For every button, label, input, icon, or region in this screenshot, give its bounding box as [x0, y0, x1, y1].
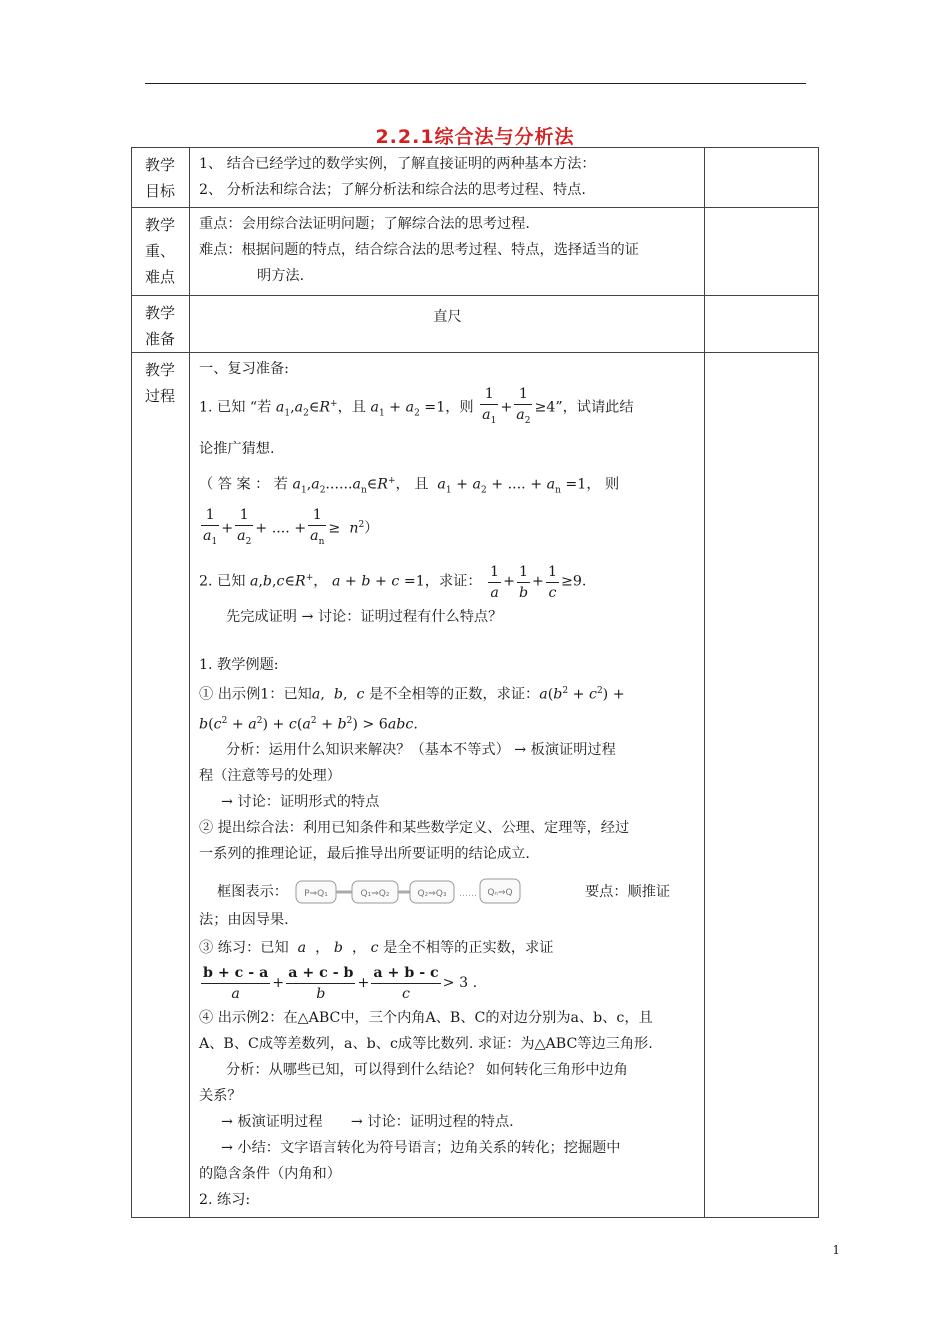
label-process: 教学过程	[145, 361, 176, 405]
example-2-analysis-cont: 关系？	[199, 1088, 242, 1105]
goals-content	[190, 148, 704, 207]
notes-cell	[705, 296, 819, 353]
flow-diagram-line: 框图表示： P⇒Q₁ Q₁⇒Q₂ Q₂⇒Q₃ …… Qₙ⇒Q 要点：顺推证	[199, 877, 696, 907]
difficulty-text: 难点：根据问题的特点，结合综合法的思考过程、特点，选择适当的证	[199, 242, 639, 258]
keypoints-content	[190, 208, 704, 293]
focus-text: 重点：会用综合法证明问题；了解综合法的思考过程.	[199, 216, 530, 232]
row-keypoints	[132, 208, 819, 296]
example-1-formula: $b(c^2 + a^2) + c(a^2 + b^2) > 6abc$.	[199, 715, 418, 733]
header-rule	[145, 83, 806, 84]
page-title: 2.2.1综合法与分析法	[375, 126, 575, 148]
flow-box	[480, 879, 520, 903]
label-goals: 教学目标	[145, 156, 176, 200]
example-2-line-2: A、B、C成等差数列，a、b、c成等比数列. 求证：为△ABC等边三角形.	[199, 1036, 653, 1053]
svg-text:P⇒Q₁: P⇒Q₁	[304, 889, 329, 900]
svg-text:Q₂⇒Q₃: Q₂⇒Q₃	[418, 889, 447, 900]
flow-box	[410, 881, 454, 903]
example-2-line-1: ④ 出示例2：在△ABC中，三个内角A、B、C的对边分别为a、b、c，且	[199, 1010, 653, 1027]
example-1-discussion: → 讨论：证明形式的特点	[221, 794, 380, 811]
notes-cell	[705, 353, 819, 1218]
svg-text:Q₁⇒Q₂: Q₁⇒Q₂	[361, 889, 390, 900]
svg-text:Qₙ⇒Q: Qₙ⇒Q	[487, 888, 514, 899]
flow-key-cont: 法；由因导果.	[199, 912, 289, 929]
example-2-analysis: 分析：从哪些已知，可以得到什么结论？ 如何转化三角形中边角	[226, 1062, 628, 1079]
flow-box	[352, 881, 398, 903]
exercise-3-formula: $\frac{b + c - a}{a}$ + $\frac{a + c - b}{b}$ + $\frac{a + b - c}{c}$ > 3 .	[203, 964, 478, 1002]
question-1: 1. 已知 “若 $a_1,a_2\in R^+$，且 $a_1 + a_2 =1$，则 $\frac{1}{a_1}$ + $\frac{1}{a_2}$ ≥4”，试请此结	[199, 386, 634, 427]
flow-dots: ……	[459, 889, 478, 900]
goal-item: 1、 结合已经学过的数学实例，了解直接证明的两种基本方法：	[199, 156, 596, 172]
example-1-analysis-cont: 程（注意等号的处理）	[199, 768, 341, 785]
summary-line-1: → 小结：文字语言转化为符号语言；边角关系的转化；挖掘题中	[221, 1140, 621, 1157]
flow-diagram	[294, 877, 522, 907]
label-keypoints: 教学重、难点	[145, 216, 176, 286]
example-1: ① 出示例1：已知a, b, c 是不全相等的正数，求证：$a(b^2 + c^2)$ +	[199, 686, 625, 703]
goal-item: 2、 分析法和综合法；了解分析法和综合法的思考过程、特点.	[199, 182, 586, 198]
difficulty-text-cont: 明方法.	[257, 268, 305, 284]
notes-cell	[705, 208, 819, 296]
exercise-3: ③ 练习：已知 a ， b ， c 是全不相等的正实数，求证	[199, 940, 554, 957]
row-process	[132, 353, 819, 1218]
examples-heading: 1. 教学例题:	[199, 657, 279, 673]
example-1-analysis: 分析：运用什么知识来解决？（基本不等式） → 板演证明过程	[226, 742, 616, 759]
example-2-board: → 板演证明过程 → 讨论：证明过程的特点.	[221, 1114, 514, 1131]
row-goals	[132, 148, 819, 208]
lesson-plan-table	[131, 147, 819, 1218]
label-prep: 教学准备	[145, 304, 176, 348]
row-prep	[132, 296, 819, 353]
summary-line-2: 的隐含条件（内角和）	[199, 1166, 341, 1183]
prep-content: 直尺	[433, 309, 462, 325]
synthesis-line-2: 一系列的推理论证，最后推导出所要证明的结论成立.	[199, 846, 530, 863]
notes-cell	[705, 148, 819, 208]
process-content	[190, 353, 704, 1217]
question-2: 2. 已知 a,b,c∈R+， a + b + c =1，求证： $\frac{1}{a}$ + $\frac{1}{b}$ + $\frac{1}{c}$ ≥9.	[199, 563, 587, 601]
answer-formula: $\frac{1}{a_1}$ + $\frac{1}{a_2}$ + .... + $\frac{1}{a_n}$ ≥ $n^2$）	[203, 507, 379, 548]
discussion-1: 先完成证明 → 讨论：证明过程有什么特点？	[226, 609, 503, 625]
practice-heading: 2. 练习:	[199, 1192, 251, 1209]
review-heading: 一、复习准备:	[199, 361, 289, 377]
synthesis-line-1: ② 提出综合法：利用已知条件和某些数学定义、公理、定理等，经过	[199, 820, 630, 837]
flow-box	[296, 881, 336, 903]
page-number: 1	[832, 1243, 840, 1257]
question-1-cont: 论推广猜想.	[199, 440, 275, 457]
answer-line: （ 答 案 ： 若 $a_1,a_2......a_n\in R^+$， 且 $a_1 + a_2$ + .... + $a_n =1$， 则	[199, 475, 620, 496]
